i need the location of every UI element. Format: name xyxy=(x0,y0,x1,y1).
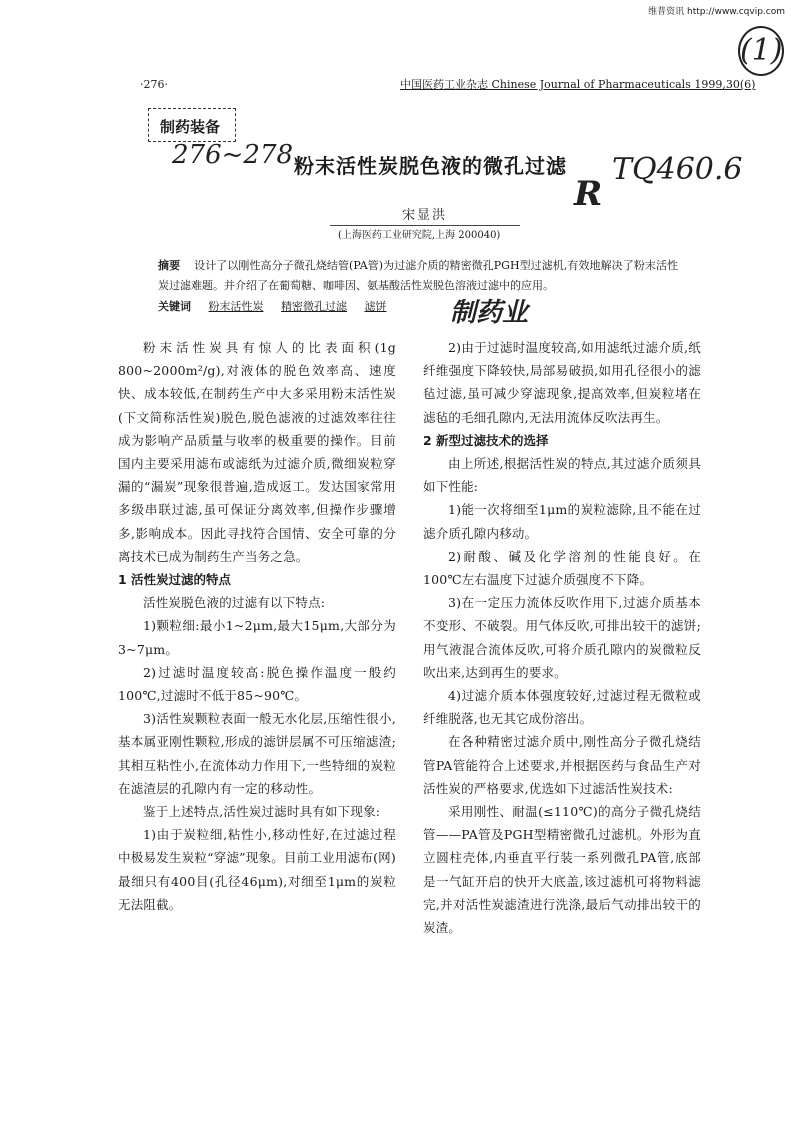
section-label: 制药装备 xyxy=(160,118,221,136)
handwritten-mark-r: R xyxy=(574,174,603,214)
body-paragraph: 由上所述,根据活性炭的特点,其过滤介质须具如下性能: xyxy=(423,456,701,495)
handwritten-pages: 276~278 xyxy=(172,140,294,170)
keywords-label: 关键词 xyxy=(158,300,191,313)
body-paragraph: 粉末活性炭具有惊人的比表面积(1g 800~2000m²/g),对液体的脱色效率高、速度快、成本较低,在制药生产中大多采用粉末活性炭(下文简称活性炭)脱色,脱色滤液的过滤效率往往成为影响产品质量与收率的极重要的操作。目前国内主要采用滤布或滤纸为过滤介质,微细炭粒穿漏的“漏炭”现象很普遍,造成返工。发达国家常用多级串联过滤,虽可保证分离效率,但操作步骤增多,影响成本。因此寻找符合国情、安全可靠的分离技术已成为制药生产当务之急。 xyxy=(118,340,396,564)
section-heading: 2 新型过滤技术的选择 xyxy=(423,432,549,448)
page-number: ·276· xyxy=(140,78,168,91)
keyword-item: 粉末活性炭 xyxy=(208,300,264,313)
handwritten-class-code: TQ460.6 xyxy=(612,152,743,187)
body-paragraph: 在各种精密过滤介质中,刚性高分子微孔烧结管PA管能符合上述要求,并根据医药与食品生产对活性炭的严格要求,优选如下过滤活性炭技术: xyxy=(423,734,701,796)
body-paragraph: 2)耐酸、碱及化学溶剂的性能良好。在100℃左右温度下过滤介质强度不下降。 xyxy=(423,548,701,588)
body-paragraph: 采用刚性、耐温(≤110℃)的高分子微孔烧结管——PA管及PGH型精密微孔过滤机。外形为直立圆柱壳体,内垂直平行装一系列微孔PA管,底部是一气缸开启的快开大底盖,该过滤机可将物料滤完,并对活性炭滤渣进行洗涤,最后气动排出较干的炭渣。 xyxy=(423,804,701,936)
body-paragraph: 2)由于过滤时温度较高,如用滤纸过滤介质,纸纤维强度下降较快,局部易破损,如用孔径很小的滤毡过滤,虽可减少穿滤现象,提高效率,但炭粒堵在滤毡的毛细孔隙内,无法用流体反吹法再生。 xyxy=(423,340,701,425)
body-paragraph: 1)由于炭粒细,粘性小,移动性好,在过滤过程中极易发生炭粒“穿滤”现象。目前工业用滤布(网)最细只有400目(孔径46μm),对细至1μm的炭粒无法阻截。 xyxy=(118,827,396,912)
keyword-item: 滤饼 xyxy=(364,300,387,313)
article-title: 粉末活性炭脱色液的微孔过滤 xyxy=(294,154,567,178)
abstract-text: 设计了以刚性高分子微孔烧结管(PA管)为过滤介质的精密微孔PGH型过滤机,有效地解决了粉末活性炭过滤难题。并介绍了在葡萄糖、咖啡因、氨基酸活性炭脱色溶液过滤中的应用。 xyxy=(158,259,679,292)
body-paragraph: 3)活性炭颗粒表面一般无水化层,压缩性很小,基本属亚刚性颗粒,形成的滤饼层属不可压缩滤渣;其相互粘性小,在流体动力作用下,一些特细的炭粒在滤渣层的孔隙内有一定的移动性。 xyxy=(118,711,396,796)
body-paragraph: 3)在一定压力流体反吹作用下,过滤介质基本不变形、不破裂。用气体反吹,可排出较干的滤饼;用气液混合流体反吹,可将介质孔隙内的炭微粒反吹出来,达到再生的要求。 xyxy=(423,595,701,680)
body-paragraph: 2)过滤时温度较高:脱色操作温度一般约100℃,过滤时不低于85~90℃。 xyxy=(118,664,396,704)
abstract xyxy=(158,256,678,296)
left-column xyxy=(118,336,396,916)
body-paragraph: 鉴于上述特点,活性炭过滤时具有如下现象: xyxy=(143,804,381,820)
body-paragraph: 活性炭脱色液的过滤有以下特点: xyxy=(143,595,326,611)
right-column xyxy=(423,336,701,939)
keyword-item: 精密微孔过滤 xyxy=(281,300,347,313)
abstract-label: 摘要 xyxy=(158,259,181,272)
watermark-text: 维普资讯 http://www.cqvip.com xyxy=(648,7,785,17)
body-paragraph: 1)颗粒细:最小1~2μm,最大15μm,大部分为3~7μm。 xyxy=(118,618,396,657)
section-heading: 1 活性炭过滤的特点 xyxy=(118,572,232,588)
journal-header: 中国医药工业杂志 Chinese Journal of Pharmaceuticals 1999,30(6) xyxy=(400,78,756,91)
author: 宋显洪 xyxy=(402,208,448,223)
handwritten-corner-mark: (1) xyxy=(738,26,784,76)
body-paragraph: 4)过滤介质本体强度较好,过滤过程无微粒或纤维脱落,也无其它成份溶出。 xyxy=(423,688,701,727)
affiliation: (上海医药工业研究院,上海 200040) xyxy=(338,230,501,241)
keywords xyxy=(158,298,387,314)
body-paragraph: 1)能一次将细至1μm的炭粒滤除,且不能在过滤介质孔隙内移动。 xyxy=(423,502,701,541)
handwritten-note: 制药业 xyxy=(450,298,529,328)
